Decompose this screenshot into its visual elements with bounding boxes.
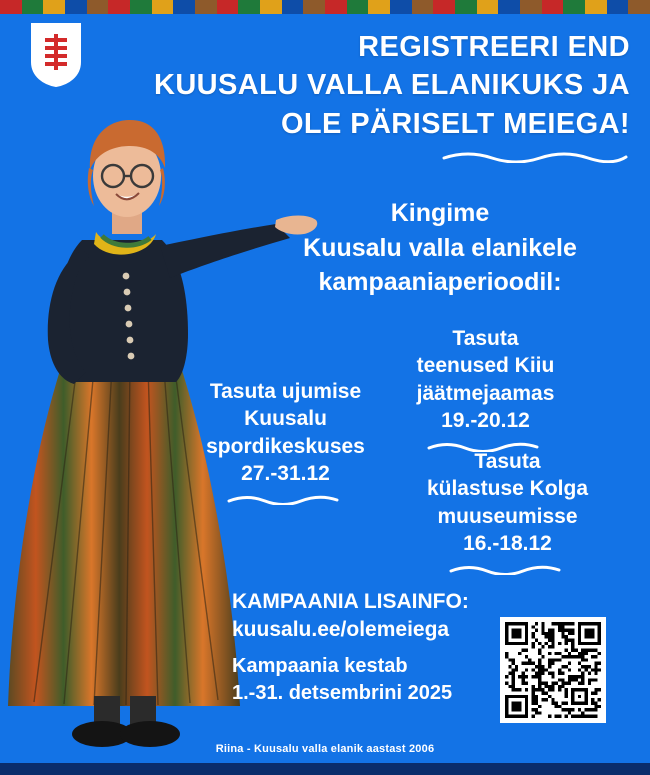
stripe: [0, 0, 22, 14]
stripe: [130, 0, 152, 14]
campaign-info: [232, 588, 502, 645]
stripe: [22, 0, 44, 14]
offer-museum-dates: 16.-18.12: [463, 531, 552, 555]
stripe: [477, 0, 499, 14]
stripe: [455, 0, 477, 14]
offer-waste-station-line-3: jäätmejaamas: [416, 381, 555, 405]
offer-swimming: [178, 378, 393, 505]
photo-caption: Riina - Kuusalu valla elanik aastast 2006: [215, 743, 435, 755]
stripe: [163, 763, 244, 775]
intro-line-3: kampaaniaperioodil:: [318, 268, 562, 296]
stripe: [244, 763, 325, 775]
stripe: [433, 0, 455, 14]
top-stripe-band: [0, 0, 650, 14]
offer-swimming-line-1: Tasuta ujumise: [209, 380, 362, 403]
campaign-info-url[interactable]: kuusalu.ee/olemeiega: [232, 618, 450, 642]
offer-museum-line-2: külastuse Kolga: [426, 477, 589, 501]
stripe: [520, 0, 542, 14]
stripe: [406, 763, 487, 775]
squiggle-underline-swimming: [226, 493, 346, 505]
headline-line-3: OLE PÄRISELT MEIEGA!: [280, 107, 630, 140]
intro-line-1: Kingime: [390, 199, 490, 227]
stripe: [542, 0, 564, 14]
stripe: [488, 763, 569, 775]
offer-waste-station: [383, 325, 588, 452]
stripe: [325, 763, 406, 775]
stripe: [607, 0, 629, 14]
stripe: [347, 0, 369, 14]
offer-swimming-line-3: spordikeskuses: [206, 434, 365, 458]
offer-museum: [400, 448, 615, 575]
bottom-stripe-band: [0, 763, 650, 775]
stripe: [173, 0, 195, 14]
stripe: [260, 0, 282, 14]
offer-museum-line-1: Tasuta: [474, 450, 541, 473]
stripe: [569, 763, 650, 775]
offer-swimming-dates: 27.-31.12: [241, 461, 330, 485]
squiggle-underline-headline: [440, 149, 630, 163]
intro-block: [250, 196, 630, 300]
stripe: [65, 0, 87, 14]
squiggle-underline-museum: [448, 563, 568, 575]
campaign-info-label: KAMPAANIA LISAINFO:: [232, 590, 469, 613]
stripe: [87, 0, 109, 14]
stripe: [238, 0, 260, 14]
stripe: [390, 0, 412, 14]
kuusalu-coat-of-arms-icon: [30, 22, 82, 88]
stripe: [585, 0, 607, 14]
headline: [90, 28, 630, 163]
stripe: [152, 0, 174, 14]
offer-waste-station-line-2: teenused Kiiu: [416, 354, 555, 378]
headline-line-1: REGISTREERI END: [358, 31, 630, 63]
stripe: [81, 763, 162, 775]
offer-swimming-line-2: Kuusalu: [244, 407, 327, 431]
stripe: [498, 0, 520, 14]
stripe: [217, 0, 239, 14]
stripe: [303, 0, 325, 14]
intro-line-2: Kuusalu valla elanikele: [303, 233, 577, 262]
stripe: [325, 0, 347, 14]
offer-waste-station-dates: 19.-20.12: [441, 408, 530, 432]
stripe: [412, 0, 434, 14]
stripe: [563, 0, 585, 14]
stripe: [368, 0, 390, 14]
offer-museum-line-3: muuseumisse: [437, 504, 578, 528]
qr-code[interactable]: [500, 617, 606, 723]
stripe: [108, 0, 130, 14]
campaign-duration-line-1: Kampaania kestab: [232, 655, 408, 677]
stripe: [628, 0, 650, 14]
campaign-duration: [232, 653, 502, 707]
stripe: [43, 0, 65, 14]
offer-waste-station-line-1: Tasuta: [452, 327, 519, 350]
stripe: [282, 0, 304, 14]
stripe: [0, 763, 81, 775]
stripe: [195, 0, 217, 14]
headline-line-2: KUUSALU VALLA ELANIKUKS JA: [153, 69, 630, 102]
campaign-duration-line-2: 1.-31. detsembrini 2025: [232, 682, 453, 704]
